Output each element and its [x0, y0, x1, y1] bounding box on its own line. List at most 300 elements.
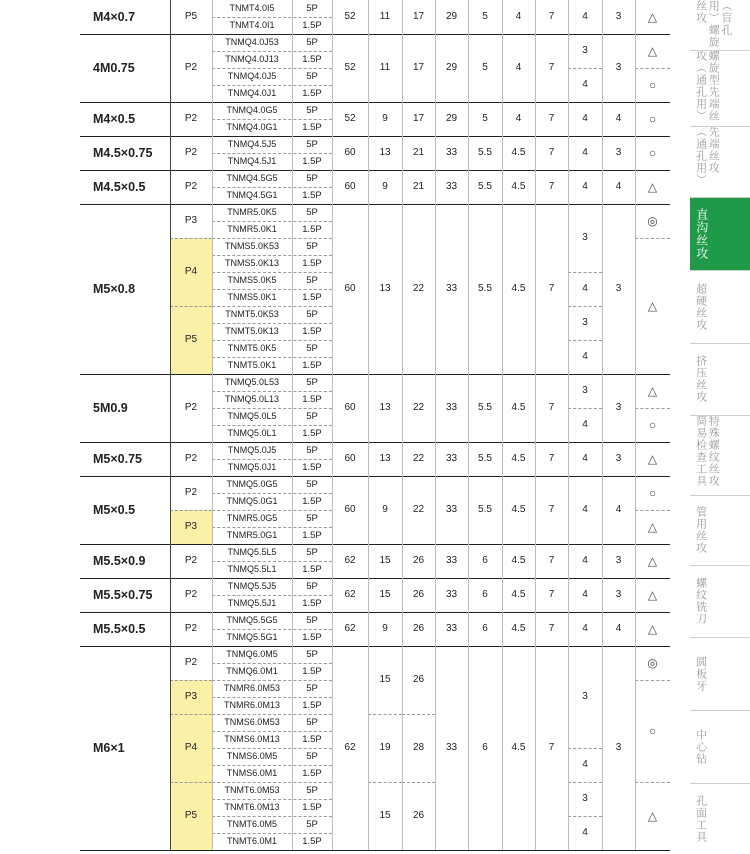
dimension-cell-d8: 4 — [582, 759, 588, 770]
thread-length-cell: 1.5P — [302, 835, 322, 847]
column-divider — [212, 0, 213, 850]
row-divider — [212, 187, 332, 188]
tap-spec-table — [80, 0, 670, 854]
row-divider — [170, 238, 212, 239]
tolerance-class-cell: P2 — [184, 555, 198, 566]
row-divider — [212, 272, 332, 273]
application-mark-cell: △ — [647, 384, 658, 398]
thread-size-cell: 4M0.75 — [93, 60, 135, 75]
product-code-cell: TNMS6.0M1 — [226, 768, 278, 778]
dimension-cell-d6: 4.5 — [511, 589, 526, 600]
thread-length-cell: 5P — [306, 206, 318, 218]
dimension-cell-d3: 22 — [412, 504, 425, 515]
thread-length-cell: 5P — [306, 478, 318, 490]
sidebar-tab[interactable] — [690, 0, 750, 50]
dimension-cell-d4: 33 — [445, 589, 458, 600]
product-code-cell: TNMQ4.5G1 — [226, 190, 278, 200]
dimension-cell-d5: 5.5 — [478, 283, 492, 294]
application-mark-cell: ○ — [648, 78, 657, 92]
row-divider — [212, 663, 332, 664]
product-code-cell: TNMQ4.0G5 — [226, 105, 278, 115]
row-divider — [568, 340, 602, 341]
sidebar-tab-label: 特殊螺纹丝攻 简易检查工具 — [694, 415, 720, 487]
sidebar-tab-label: 管用丝攻 — [694, 506, 707, 554]
application-mark-cell: △ — [647, 622, 658, 636]
thread-length-cell: 5P — [306, 172, 318, 184]
sidebar-tab[interactable] — [690, 495, 750, 565]
product-code-cell: TNMR5.0K5 — [227, 207, 277, 217]
thread-length-cell: 1.5P — [302, 393, 322, 405]
product-code-cell: TNMQ4.0J53 — [225, 37, 279, 47]
column-divider — [535, 0, 536, 850]
dimension-cell-d4: 29 — [445, 11, 458, 22]
dimension-cell-d3: 21 — [412, 147, 425, 158]
dimension-cell-d2: 15 — [379, 674, 391, 685]
dimension-cell-d3: 17 — [412, 11, 425, 22]
product-code-cell: TNMQ5.5L1 — [227, 564, 277, 574]
thread-length-cell: 1.5P — [302, 121, 322, 133]
product-code-cell: TNMR5.0G1 — [226, 530, 278, 540]
sidebar-tab[interactable] — [690, 50, 750, 126]
thread-length-cell: 1.5P — [302, 767, 322, 779]
dimension-cell-d1: 60 — [344, 181, 356, 192]
dimension-cell-d9: 3 — [615, 555, 622, 566]
tolerance-class-cell: P4 — [170, 714, 212, 782]
dimension-cell-d2: 15 — [379, 555, 391, 566]
dimension-cell-d8: 4 — [582, 623, 588, 634]
thread-length-cell: 5P — [306, 648, 318, 660]
dimension-cell-d6: 4.5 — [511, 623, 526, 634]
thread-size-cell: M4.5×0.5 — [93, 179, 146, 194]
dimension-cell-d6: 4.5 — [511, 181, 526, 192]
tolerance-class-cell: P5 — [184, 11, 198, 22]
thread-length-cell: 1.5P — [302, 53, 322, 65]
row-divider — [170, 510, 212, 511]
tolerance-class-cell: P2 — [184, 62, 198, 73]
dimension-cell-d9: 3 — [615, 11, 622, 22]
thread-length-cell: 1.5P — [302, 257, 322, 269]
product-code-cell: TNMQ5.0G5 — [226, 479, 278, 489]
dimension-cell-d9: 3 — [615, 742, 622, 753]
dimension-cell-d7: 7 — [548, 623, 555, 634]
dimension-cell-d4: 33 — [445, 555, 458, 566]
tolerance-class-cell: P4 — [170, 238, 212, 306]
group-divider — [80, 204, 670, 205]
product-code-cell: TNMS6.0M5 — [226, 751, 278, 761]
product-code-cell: TNMR6.0M13 — [223, 700, 280, 710]
row-divider — [212, 748, 332, 749]
sidebar-tab[interactable] — [690, 565, 750, 637]
column-divider — [368, 0, 369, 850]
dimension-cell-d9: 3 — [615, 62, 622, 73]
dimension-cell-d4: 33 — [445, 453, 458, 464]
dimension-cell-d2: 11 — [379, 11, 391, 22]
dimension-cell-d6: 4.5 — [511, 504, 526, 515]
application-mark-cell: ○ — [648, 724, 657, 738]
column-divider — [468, 0, 469, 850]
product-code-cell: TNMS6.0M13 — [224, 734, 280, 744]
group-divider — [80, 102, 670, 103]
column-divider — [602, 0, 603, 850]
group-divider — [80, 646, 670, 647]
thread-length-cell: 1.5P — [302, 325, 322, 337]
dimension-cell-d6: 4.5 — [511, 283, 526, 294]
dimension-cell-d8: 3 — [582, 793, 588, 804]
dimension-cell-d3: 22 — [412, 283, 425, 294]
row-divider — [212, 799, 332, 800]
thread-size-cell: M4×0.5 — [93, 111, 136, 126]
dimension-cell-d6: 4.5 — [511, 453, 526, 464]
dimension-cell-d9: 3 — [615, 402, 622, 413]
application-mark-cell: △ — [647, 452, 658, 466]
dimension-cell-d5: 5 — [482, 11, 488, 22]
tolerance-class-cell: P2 — [184, 453, 198, 464]
sidebar-divider — [690, 565, 750, 566]
dimension-cell-d9: 4 — [615, 504, 622, 515]
row-divider — [212, 816, 332, 817]
sidebar-divider — [690, 495, 750, 496]
tolerance-class-cell: P2 — [184, 623, 198, 634]
dimension-cell-d3: 22 — [412, 453, 425, 464]
tolerance-class-cell: P3 — [170, 680, 212, 714]
application-mark-cell: △ — [647, 180, 658, 194]
application-mark-cell: ○ — [648, 112, 657, 126]
row-divider — [170, 306, 212, 307]
dimension-cell-d8: 3 — [582, 385, 588, 396]
dimension-cell-d8: 3 — [582, 45, 588, 56]
column-divider — [635, 0, 636, 850]
tolerance-class-cell: P2 — [184, 487, 198, 498]
sidebar-divider — [690, 415, 750, 416]
product-code-cell: TNMQ4.0G1 — [226, 122, 278, 132]
product-code-cell: TNMQ6.0M5 — [226, 649, 278, 659]
dimension-cell-d7: 7 — [548, 504, 555, 515]
row-divider — [212, 51, 332, 52]
dimension-cell-d6: 4 — [515, 62, 522, 73]
row-divider — [212, 391, 332, 392]
product-code-cell: TNMQ5.0L5 — [227, 411, 277, 421]
sidebar-tab[interactable] — [690, 415, 750, 495]
dimension-cell-d1: 62 — [344, 623, 356, 634]
thread-length-cell: 1.5P — [302, 427, 322, 439]
row-divider — [212, 408, 332, 409]
sidebar-tab-label: 挤压丝攻 — [694, 355, 707, 403]
row-divider — [635, 782, 670, 783]
sidebar-tab[interactable] — [690, 343, 750, 415]
dimension-cell-d2: 15 — [379, 810, 391, 821]
group-divider — [80, 374, 670, 375]
tolerance-class-cell: P2 — [184, 402, 198, 413]
product-code-cell: TNMS6.0M53 — [224, 717, 280, 727]
application-mark-cell: ○ — [648, 418, 657, 432]
dimension-cell-d8: 4 — [582, 351, 588, 362]
dimension-cell-d3: 26 — [412, 623, 425, 634]
dimension-cell-d3: 28 — [412, 742, 425, 753]
row-divider — [212, 833, 332, 834]
product-code-cell: TNMR6.0M53 — [223, 683, 280, 693]
dimension-cell-d8: 4 — [582, 555, 588, 566]
thread-size-cell: M5×0.75 — [93, 451, 142, 466]
sidebar-tab-label: （盲孔用）螺旋丝攻 — [694, 0, 732, 48]
thread-length-cell: 5P — [306, 512, 318, 524]
dimension-cell-d3: 26 — [412, 674, 425, 685]
dimension-cell-d8: 4 — [582, 283, 588, 294]
column-divider — [332, 0, 333, 850]
dimension-cell-d3: 26 — [412, 589, 425, 600]
product-code-cell: TNMT4.0I5 — [229, 3, 275, 13]
dimension-cell-d5: 5 — [482, 62, 488, 73]
thread-length-cell: 1.5P — [302, 563, 322, 575]
dimension-cell-d6: 4.5 — [511, 402, 526, 413]
dimension-cell-d2: 9 — [382, 623, 388, 634]
row-divider — [212, 255, 332, 256]
row-divider — [212, 527, 332, 528]
dimension-cell-d2: 19 — [379, 742, 391, 753]
product-code-cell: TNMQ5.0G1 — [226, 496, 278, 506]
dimension-cell-d2: 13 — [379, 453, 391, 464]
row-divider — [635, 238, 670, 239]
thread-length-cell: 5P — [306, 342, 318, 354]
thread-length-cell: 5P — [306, 444, 318, 456]
dimension-cell-d8: 4 — [582, 147, 588, 158]
sidebar-tab-label: 圆板牙 — [694, 655, 707, 692]
product-code-cell: TNMS5.0K53 — [224, 241, 280, 251]
application-mark-cell: △ — [647, 588, 658, 602]
dimension-cell-d9: 4 — [615, 113, 622, 124]
dimension-cell-d7: 7 — [548, 147, 555, 158]
row-divider — [212, 68, 332, 69]
dimension-cell-d8: 3 — [582, 232, 588, 243]
row-divider — [212, 221, 332, 222]
row-divider — [170, 680, 212, 681]
row-divider — [212, 153, 332, 154]
thread-length-cell: 5P — [306, 750, 318, 762]
tolerance-class-cell: P2 — [184, 589, 198, 600]
thread-length-cell: 5P — [306, 308, 318, 320]
dimension-cell-d4: 33 — [445, 623, 458, 634]
dimension-cell-d6: 4.5 — [511, 742, 526, 753]
dimension-cell-d8: 4 — [582, 113, 588, 124]
dimension-cell-d7: 7 — [548, 283, 555, 294]
row-divider — [212, 697, 332, 698]
dimension-cell-d1: 62 — [344, 589, 356, 600]
column-divider — [170, 0, 171, 850]
sidebar-tab[interactable] — [690, 710, 750, 783]
tolerance-class-cell: P2 — [184, 657, 198, 668]
thread-length-cell: 1.5P — [302, 291, 322, 303]
tolerance-class-cell: P3 — [170, 510, 212, 544]
thread-size-cell: M5.5×0.75 — [93, 587, 153, 602]
application-mark-cell: △ — [647, 809, 658, 823]
dimension-cell-d6: 4 — [515, 113, 522, 124]
product-code-cell: TNMQ4.5J1 — [227, 156, 277, 166]
thread-length-cell: 5P — [306, 716, 318, 728]
sidebar-tab-label: 先端丝攻（通孔用） — [694, 126, 720, 186]
dimension-cell-d8: 4 — [582, 11, 588, 22]
sidebar-divider — [690, 270, 750, 271]
dimension-cell-d5: 6 — [482, 555, 488, 566]
thread-length-cell: 5P — [306, 36, 318, 48]
row-divider — [635, 68, 670, 69]
sidebar-tab-label: 螺纹铣刀 — [694, 577, 707, 625]
dimension-cell-d4: 33 — [445, 283, 458, 294]
dimension-cell-d7: 7 — [548, 742, 555, 753]
tolerance-class-cell: P5 — [170, 782, 212, 850]
column-divider — [402, 0, 403, 850]
dimension-cell-d1: 52 — [344, 62, 356, 73]
product-code-cell: TNMQ4.0J1 — [227, 88, 277, 98]
dimension-cell-d4: 33 — [445, 147, 458, 158]
group-divider — [80, 850, 670, 851]
product-code-cell: TNMT6.0M53 — [224, 785, 280, 795]
dimension-cell-d1: 52 — [344, 11, 356, 22]
dimension-cell-d1: 60 — [344, 504, 356, 515]
thread-size-cell: M5×0.8 — [93, 281, 136, 296]
dimension-cell-d7: 7 — [548, 113, 555, 124]
sidebar-tab[interactable] — [690, 783, 750, 854]
dimension-cell-d2: 15 — [379, 589, 391, 600]
thread-length-cell: 5P — [306, 376, 318, 388]
sidebar-tab[interactable] — [690, 637, 750, 710]
row-divider — [212, 629, 332, 630]
product-code-cell: TNMT5.0K1 — [227, 360, 277, 370]
application-mark-cell: △ — [647, 10, 658, 24]
category-sidebar — [690, 0, 750, 854]
row-divider — [212, 714, 332, 715]
dimension-cell-d1: 60 — [344, 283, 356, 294]
column-divider — [502, 0, 503, 850]
product-code-cell: TNMT5.0K5 — [227, 343, 277, 353]
dimension-cell-d6: 4.5 — [511, 555, 526, 566]
dimension-cell-d7: 7 — [548, 181, 555, 192]
thread-size-cell: M4.5×0.75 — [93, 145, 153, 160]
row-divider — [212, 425, 332, 426]
dimension-cell-d3: 17 — [412, 113, 425, 124]
column-divider — [568, 0, 569, 850]
row-divider — [368, 714, 402, 715]
dimension-cell-d1: 62 — [344, 555, 356, 566]
product-code-cell: TNMT6.0M13 — [224, 802, 280, 812]
thread-length-cell: 5P — [306, 240, 318, 252]
row-divider — [212, 731, 332, 732]
row-divider — [170, 714, 212, 715]
dimension-cell-d2: 13 — [379, 283, 391, 294]
thread-length-cell: 5P — [306, 70, 318, 82]
row-divider — [635, 510, 670, 511]
dimension-cell-d5: 6 — [482, 589, 488, 600]
application-mark-cell: ◎ — [647, 656, 658, 670]
application-mark-cell: ○ — [648, 146, 657, 160]
column-divider — [435, 0, 436, 850]
thread-length-cell: 1.5P — [302, 87, 322, 99]
tolerance-class-cell: P5 — [170, 306, 212, 374]
thread-size-cell: 5M0.9 — [93, 400, 128, 415]
product-code-cell: TNMS5.0K1 — [227, 292, 277, 302]
group-divider — [80, 544, 670, 545]
thread-length-cell: 1.5P — [302, 801, 322, 813]
product-code-cell: TNMQ5.5J5 — [227, 581, 277, 591]
row-divider — [212, 561, 332, 562]
dimension-cell-d4: 33 — [445, 504, 458, 515]
group-divider — [80, 34, 670, 35]
thread-length-cell: 5P — [306, 682, 318, 694]
thread-length-cell: 5P — [306, 138, 318, 150]
sidebar-tab[interactable] — [690, 126, 750, 197]
product-code-cell: TNMQ5.5G1 — [226, 632, 278, 642]
row-divider — [402, 714, 435, 715]
sidebar-divider — [690, 197, 750, 198]
dimension-cell-d9: 3 — [615, 147, 622, 158]
dimension-cell-d8: 4 — [582, 79, 588, 90]
product-code-cell: TNMQ5.0L1 — [227, 428, 277, 438]
column-divider — [292, 0, 293, 850]
product-code-cell: TNMQ5.5L5 — [227, 547, 277, 557]
group-divider — [80, 442, 670, 443]
dimension-cell-d4: 29 — [445, 113, 458, 124]
thread-length-cell: 1.5P — [302, 529, 322, 541]
dimension-cell-d9: 3 — [615, 589, 622, 600]
product-code-cell: TNMQ4.5J5 — [227, 139, 277, 149]
thread-size-cell: M5×0.5 — [93, 502, 136, 517]
dimension-cell-d8: 4 — [582, 504, 588, 515]
sidebar-tab[interactable] — [690, 197, 750, 270]
tolerance-class-cell: P2 — [184, 181, 198, 192]
dimension-cell-d2: 13 — [379, 147, 391, 158]
sidebar-tab-label: 中心钻 — [694, 728, 707, 765]
dimension-cell-d4: 33 — [445, 181, 458, 192]
thread-length-cell: 5P — [306, 580, 318, 592]
product-code-cell: TNMQ4.0J5 — [227, 71, 277, 81]
row-divider — [212, 510, 332, 511]
product-code-cell: TNMQ4.5G5 — [226, 173, 278, 183]
group-divider — [80, 476, 670, 477]
thread-length-cell: 1.5P — [302, 155, 322, 167]
thread-size-cell: M6×1 — [93, 740, 125, 755]
dimension-cell-d7: 7 — [548, 402, 555, 413]
thread-length-cell: 5P — [306, 818, 318, 830]
dimension-cell-d6: 4 — [515, 11, 522, 22]
dimension-cell-d4: 33 — [445, 742, 458, 753]
row-divider — [212, 459, 332, 460]
dimension-cell-d2: 13 — [379, 402, 391, 413]
dimension-cell-d3: 21 — [412, 181, 425, 192]
dimension-cell-d4: 29 — [445, 62, 458, 73]
row-divider — [635, 680, 670, 681]
product-code-cell: TNMT4.0I1 — [229, 20, 275, 30]
row-divider — [212, 340, 332, 341]
application-mark-cell: △ — [647, 299, 658, 313]
thread-length-cell: 5P — [306, 614, 318, 626]
sidebar-tab[interactable] — [690, 270, 750, 343]
row-divider — [212, 17, 332, 18]
tolerance-class-cell: P3 — [184, 215, 198, 226]
row-divider — [635, 408, 670, 409]
dimension-cell-d9: 3 — [615, 283, 622, 294]
dimension-cell-d1: 60 — [344, 402, 356, 413]
product-code-cell: TNMR5.0G5 — [226, 513, 278, 523]
sidebar-tab-label: 超硬丝攻 — [694, 282, 707, 331]
dimension-cell-d5: 5.5 — [478, 402, 492, 413]
thread-length-cell: 5P — [306, 546, 318, 558]
dimension-cell-d2: 9 — [382, 113, 388, 124]
sidebar-tab-label: 螺旋型先端丝攻（通孔用） — [694, 50, 720, 122]
row-divider — [212, 782, 332, 783]
thread-length-cell: 1.5P — [302, 19, 322, 31]
thread-length-cell: 1.5P — [302, 461, 322, 473]
dimension-cell-d7: 7 — [548, 62, 555, 73]
row-divider — [568, 272, 602, 273]
product-code-cell: TNMS5.0K5 — [227, 275, 277, 285]
